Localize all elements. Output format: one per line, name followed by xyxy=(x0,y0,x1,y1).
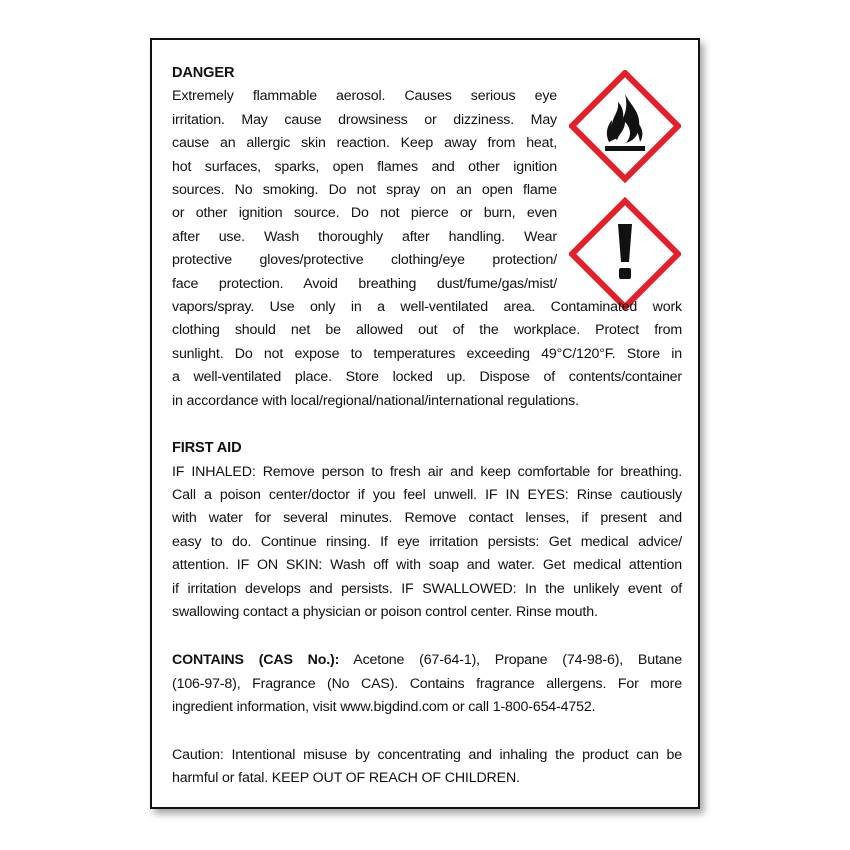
danger-line: after use. Wash thoroughly after handling. Wear xyxy=(172,228,557,245)
contains-line: ingredient information, visit www.bigdind.com or call 1-800-654-4752. xyxy=(172,699,596,716)
danger-line: vapors/spray. Use only in a well-ventilated area. Contaminated work xyxy=(172,299,682,316)
danger-line: protective gloves/protective clothing/eye protection/ xyxy=(172,252,557,269)
contains-line xyxy=(172,649,682,672)
danger-section xyxy=(172,62,682,413)
danger-line: face protection. Avoid breathing dust/fume/gas/mist/ xyxy=(172,275,557,292)
contains-section xyxy=(172,649,682,719)
danger-line: a well-ventilated place. Store locked up. Dispose of contents/container xyxy=(172,369,682,386)
contains-line: (106-97-8), Fragrance (No CAS). Contains fragrance allergens. For more xyxy=(172,675,682,692)
first-aid-line: easy to do. Continue rinsing. If eye irritation persists: Get medical advice/ xyxy=(172,533,682,550)
caution-section xyxy=(172,744,682,791)
danger-line: sources. No smoking. Do not spray on an open flame xyxy=(172,182,557,199)
danger-line: or other ignition source. Do not pierce or burn, even xyxy=(172,205,557,222)
caution-line: Caution: Intentional misuse by concentrating and inhaling the product can be xyxy=(172,746,682,763)
first-aid-heading: FIRST AID xyxy=(172,440,242,457)
danger-line: sunlight. Do not expose to temperatures exceeding 49°C/120°F. Store in xyxy=(172,345,682,362)
danger-line: clothing should net be allowed out of the workplace. Protect from xyxy=(172,322,682,339)
danger-heading: DANGER xyxy=(172,65,235,81)
danger-line: hot surfaces, sparks, open flames and other ignition xyxy=(172,158,557,175)
contains-heading: CONTAINS (CAS No.): xyxy=(172,652,340,669)
first-aid-line: if irritation develops and persists. IF SWALLOWED: In the unlikely event of xyxy=(172,580,682,597)
first-aid-section xyxy=(172,437,682,624)
first-aid-line: swallowing contact a physician or poison control center. Rinse mouth. xyxy=(172,603,598,620)
first-aid-line: IF INHALED: Remove person to fresh air and keep comfortable for breathing. xyxy=(172,463,682,480)
first-aid-line: attention. IF ON SKIN: Wash off with soap and water. Get medical attention xyxy=(172,557,682,574)
danger-line: in accordance with local/regional/national/international regulations. xyxy=(172,392,579,409)
contains-text: Acetone (67-64-1), Propane (74-98-6), Butane xyxy=(339,652,682,669)
danger-line: Extremely flammable aerosol. Causes serious eye xyxy=(172,88,557,105)
first-aid-line: Call a poison center/doctor if you feel unwell. IF IN EYES: Rinse cautiously xyxy=(172,486,682,503)
warning-label xyxy=(150,38,700,809)
danger-line: cause an allergic skin reaction. Keep away from heat, xyxy=(172,135,557,152)
label-text xyxy=(172,62,682,790)
danger-line: irritation. May cause drowsiness or dizziness. May xyxy=(172,111,557,128)
first-aid-line: with water for several minutes. Remove contact lenses, if present and xyxy=(172,510,682,527)
caution-line: harmful or fatal. KEEP OUT OF REACH OF CHILDREN. xyxy=(172,769,520,786)
